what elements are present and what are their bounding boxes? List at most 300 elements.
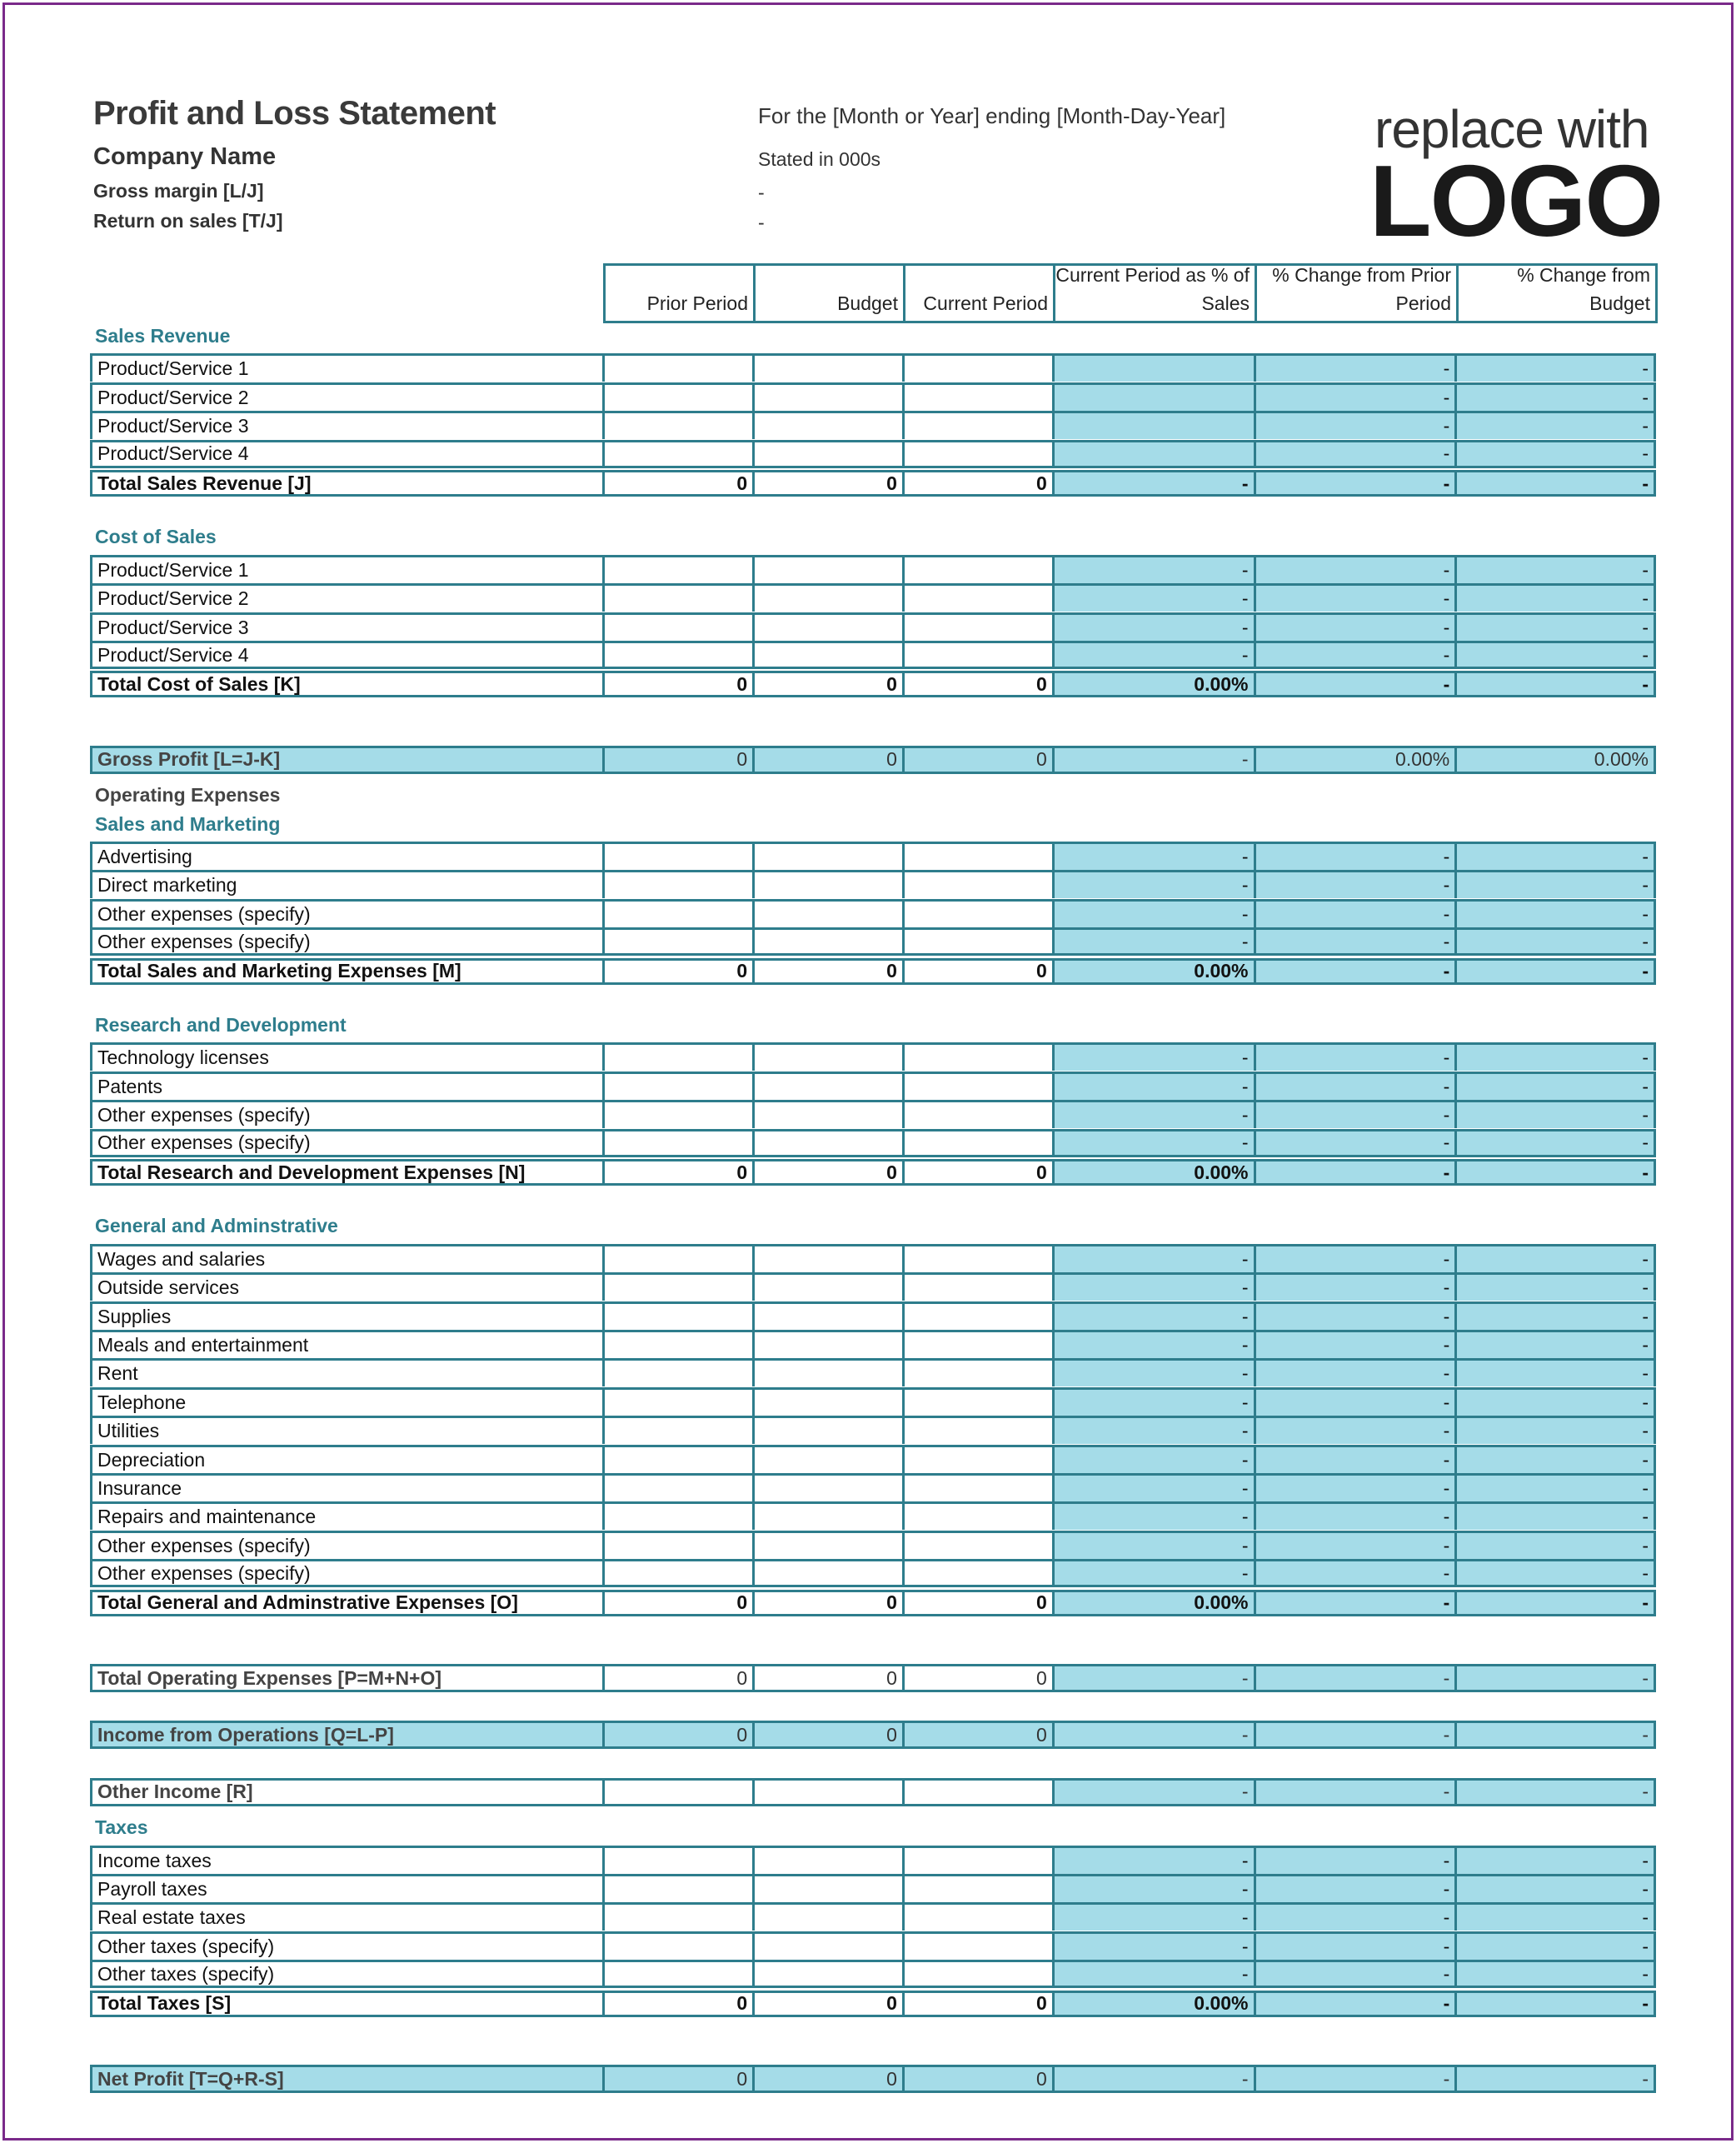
- cell-prior-period[interactable]: [602, 1445, 752, 1473]
- cell-change-budget: -: [1454, 1100, 1656, 1128]
- total-row: [90, 1991, 1656, 2017]
- row-label[interactable]: Income taxes: [90, 1846, 602, 1874]
- row-label[interactable]: Rent: [90, 1358, 602, 1386]
- cell-current-period[interactable]: 0: [902, 958, 1052, 985]
- cell-change-prior: -: [1254, 353, 1455, 382]
- line-item-row: [90, 1445, 1656, 1473]
- cell-pct-of-sales: -: [1052, 1072, 1254, 1100]
- logo-bottom-text: LOGO: [1369, 144, 1663, 257]
- cell-pct-of-sales: -: [1052, 1387, 1254, 1416]
- row-label[interactable]: Supplies: [90, 1301, 602, 1330]
- col-header-change-prior: % Change from Prior Period: [1255, 266, 1456, 321]
- cell-pct-of-sales: -: [1052, 1330, 1254, 1358]
- cell-pct-of-sales: -: [1052, 1301, 1254, 1330]
- row-label[interactable]: Other expenses (specify): [90, 1100, 602, 1128]
- cell-change-prior: -: [1254, 641, 1455, 669]
- cell-budget[interactable]: [752, 555, 902, 583]
- cell-change-prior: -: [1254, 1473, 1455, 1501]
- cell-pct-of-sales: -: [1052, 1960, 1254, 1988]
- cell-change-budget: -: [1454, 583, 1656, 612]
- cell-change-prior: -: [1254, 1416, 1455, 1444]
- cell-current-period[interactable]: [902, 1960, 1052, 1988]
- cell-budget[interactable]: 0: [752, 2065, 902, 2093]
- cell-pct-of-sales: -: [1052, 470, 1254, 497]
- row-label[interactable]: Telephone: [90, 1387, 602, 1416]
- cell-prior-period[interactable]: [602, 1473, 752, 1501]
- row-label[interactable]: Product/Service 2: [90, 382, 602, 411]
- line-item-row: [90, 1072, 1656, 1100]
- row-label[interactable]: Other taxes (specify): [90, 1931, 602, 1960]
- cell-change-prior: -: [1254, 1072, 1455, 1100]
- line-item-row: [90, 382, 1656, 411]
- row-label[interactable]: Direct marketing: [90, 870, 602, 898]
- gross-margin-value: -: [758, 182, 765, 203]
- row-label[interactable]: Real estate taxes: [90, 1902, 602, 1931]
- row-label[interactable]: Other expenses (specify): [90, 1531, 602, 1559]
- cell-change-prior: -: [1254, 1501, 1455, 1530]
- cell-change-prior: -: [1254, 899, 1455, 927]
- col-header-current-period: Current Period: [903, 266, 1053, 321]
- cell-prior-period[interactable]: [602, 1129, 752, 1157]
- cell-prior-period[interactable]: [602, 411, 752, 439]
- cell-budget[interactable]: [752, 1846, 902, 1874]
- cell-pct-of-sales: -: [1052, 842, 1254, 870]
- cell-current-period[interactable]: [902, 870, 1052, 898]
- row-label[interactable]: Income from Operations [Q=L-P]: [90, 1721, 602, 1749]
- cell-change-budget: -: [1454, 1902, 1656, 1931]
- cell-pct-of-sales: 0.00%: [1052, 1991, 1254, 2017]
- line-item-row: [90, 1330, 1656, 1358]
- row-label[interactable]: Total Sales and Marketing Expenses [M]: [90, 958, 602, 985]
- cell-pct-of-sales: [1052, 440, 1254, 468]
- cell-budget[interactable]: [752, 1874, 902, 1902]
- cell-change-prior: -: [1254, 1330, 1455, 1358]
- row-label[interactable]: Product/Service 2: [90, 583, 602, 612]
- cell-change-budget: -: [1454, 1042, 1656, 1071]
- cell-current-period[interactable]: [902, 1445, 1052, 1473]
- cell-pct-of-sales: -: [1052, 1042, 1254, 1071]
- cell-pct-of-sales: -: [1052, 1931, 1254, 1960]
- cell-pct-of-sales: -: [1052, 612, 1254, 641]
- cell-prior-period[interactable]: 0: [602, 958, 752, 985]
- summary-row: [90, 1778, 1656, 1806]
- row-label[interactable]: Other expenses (specify): [90, 1129, 602, 1157]
- cell-budget[interactable]: [752, 1416, 902, 1444]
- cell-prior-period[interactable]: [602, 1501, 752, 1530]
- cell-pct-of-sales: -: [1052, 1778, 1254, 1806]
- cell-current-period[interactable]: [902, 1100, 1052, 1128]
- cell-current-period[interactable]: [902, 411, 1052, 439]
- section-heading: Research and Development: [95, 1014, 347, 1036]
- cell-pct-of-sales: 0.00%: [1052, 1590, 1254, 1616]
- cell-change-prior: -: [1254, 555, 1455, 583]
- cell-change-budget: -: [1454, 1991, 1656, 2017]
- total-row: [90, 958, 1656, 985]
- cell-change-budget: -: [1454, 842, 1656, 870]
- cell-prior-period[interactable]: [602, 1846, 752, 1874]
- row-label[interactable]: Other expenses (specify): [90, 899, 602, 927]
- cell-budget[interactable]: 0: [752, 671, 902, 697]
- cell-current-period[interactable]: [902, 1072, 1052, 1100]
- cell-current-period[interactable]: [902, 641, 1052, 669]
- return-on-sales-value: -: [758, 212, 765, 233]
- cell-budget[interactable]: [752, 440, 902, 468]
- cell-pct-of-sales: -: [1052, 1272, 1254, 1301]
- cell-budget[interactable]: [752, 1501, 902, 1530]
- cell-pct-of-sales: -: [1052, 746, 1254, 774]
- section-heading: Sales Revenue: [95, 325, 231, 347]
- row-label[interactable]: Total Sales Revenue [J]: [90, 470, 602, 497]
- line-item-row: [90, 1960, 1656, 1988]
- cell-budget[interactable]: 0: [752, 1664, 902, 1692]
- cell-change-prior: -: [1254, 1358, 1455, 1386]
- row-label[interactable]: Repairs and maintenance: [90, 1501, 602, 1530]
- row-label[interactable]: Other expenses (specify): [90, 927, 602, 956]
- cell-prior-period[interactable]: [602, 1072, 752, 1100]
- section-heading: Taxes: [95, 1816, 148, 1839]
- cell-budget[interactable]: [752, 1072, 902, 1100]
- cell-change-budget: -: [1454, 927, 1656, 956]
- row-label[interactable]: Product/Service 3: [90, 411, 602, 439]
- cell-prior-period[interactable]: [602, 1301, 752, 1330]
- cell-prior-period[interactable]: [602, 1778, 752, 1806]
- cell-current-period[interactable]: [902, 1272, 1052, 1301]
- cell-current-period[interactable]: 0: [902, 1664, 1052, 1692]
- cell-prior-period[interactable]: [602, 641, 752, 669]
- cell-budget[interactable]: [752, 1387, 902, 1416]
- cell-current-period[interactable]: [902, 1330, 1052, 1358]
- cell-prior-period[interactable]: 0: [602, 1991, 752, 2017]
- line-item-row: [90, 555, 1656, 583]
- cell-budget[interactable]: [752, 1358, 902, 1386]
- cell-prior-period[interactable]: 0: [602, 1664, 752, 1692]
- cell-change-prior: -: [1254, 1301, 1455, 1330]
- cell-budget[interactable]: [752, 927, 902, 956]
- cell-change-prior: -: [1254, 1387, 1455, 1416]
- page-frame: [2, 2, 1734, 2141]
- cell-prior-period[interactable]: 0: [602, 1590, 752, 1616]
- cell-change-budget: -: [1454, 411, 1656, 439]
- cell-change-budget: -: [1454, 1416, 1656, 1444]
- cell-change-budget: -: [1454, 1301, 1656, 1330]
- cell-prior-period[interactable]: 0: [602, 2065, 752, 2093]
- cell-budget[interactable]: 0: [752, 958, 902, 985]
- period-text[interactable]: For the [Month or Year] ending [Month-Day-Year]: [758, 103, 1226, 128]
- cell-current-period[interactable]: [902, 1042, 1052, 1071]
- cell-prior-period[interactable]: [602, 1100, 752, 1128]
- line-item-row: [90, 1387, 1656, 1416]
- cell-budget[interactable]: [752, 583, 902, 612]
- cell-prior-period[interactable]: [602, 1244, 752, 1272]
- cell-prior-period[interactable]: [602, 1042, 752, 1071]
- row-label[interactable]: Utilities: [90, 1416, 602, 1444]
- summary-row: [90, 2065, 1656, 2093]
- cell-change-prior: -: [1254, 440, 1455, 468]
- col-header-budget: Budget: [753, 266, 903, 321]
- row-label[interactable]: Advertising: [90, 842, 602, 870]
- cell-prior-period[interactable]: [602, 899, 752, 927]
- cell-change-prior: -: [1254, 1590, 1455, 1616]
- row-label[interactable]: Total Operating Expenses [P=M+N+O]: [90, 1664, 602, 1692]
- cell-current-period[interactable]: 0: [902, 1721, 1052, 1749]
- cell-change-budget: -: [1454, 353, 1656, 382]
- cell-current-period[interactable]: [902, 842, 1052, 870]
- row-label[interactable]: Total Research and Development Expenses [N]: [90, 1159, 602, 1186]
- cell-prior-period[interactable]: [602, 353, 752, 382]
- cell-prior-period[interactable]: [602, 1416, 752, 1444]
- cell-change-budget: -: [1454, 1721, 1656, 1749]
- line-item-row: [90, 1129, 1656, 1157]
- cell-budget[interactable]: [752, 1960, 902, 1988]
- cell-budget[interactable]: [752, 1445, 902, 1473]
- line-item-row: [90, 1846, 1656, 1874]
- cell-pct-of-sales: -: [1052, 1445, 1254, 1473]
- row-label[interactable]: Product/Service 1: [90, 353, 602, 382]
- row-label[interactable]: Other Income [R]: [90, 1778, 602, 1806]
- cell-current-period[interactable]: [902, 899, 1052, 927]
- cell-budget[interactable]: [752, 612, 902, 641]
- cell-current-period[interactable]: [902, 1387, 1052, 1416]
- cell-prior-period[interactable]: 0: [602, 470, 752, 497]
- cell-change-prior: -: [1254, 1272, 1455, 1301]
- cell-prior-period[interactable]: [602, 870, 752, 898]
- cell-change-budget: -: [1454, 1272, 1656, 1301]
- cell-current-period[interactable]: [902, 1559, 1052, 1587]
- cell-prior-period[interactable]: [602, 1330, 752, 1358]
- cell-budget[interactable]: [752, 1330, 902, 1358]
- cell-budget[interactable]: [752, 641, 902, 669]
- line-item-row: [90, 1874, 1656, 1902]
- company-name[interactable]: Company Name: [93, 143, 277, 170]
- cell-budget[interactable]: [752, 1559, 902, 1587]
- cell-current-period[interactable]: [902, 1846, 1052, 1874]
- cell-budget[interactable]: [752, 1931, 902, 1960]
- line-item-row: [90, 612, 1656, 641]
- cell-pct-of-sales: -: [1052, 1721, 1254, 1749]
- cell-change-budget: -: [1454, 382, 1656, 411]
- cell-current-period[interactable]: [902, 1531, 1052, 1559]
- cell-pct-of-sales: -: [1052, 1358, 1254, 1386]
- cell-prior-period[interactable]: [602, 612, 752, 641]
- cell-current-period[interactable]: [902, 1244, 1052, 1272]
- cell-budget[interactable]: 0: [752, 470, 902, 497]
- cell-change-budget: -: [1454, 1874, 1656, 1902]
- cell-change-prior: -: [1254, 1100, 1455, 1128]
- cell-current-period[interactable]: [902, 555, 1052, 583]
- cell-current-period[interactable]: [902, 1501, 1052, 1530]
- cell-change-prior: -: [1254, 1902, 1455, 1931]
- cell-prior-period[interactable]: 0: [602, 746, 752, 774]
- row-label[interactable]: Wages and salaries: [90, 1244, 602, 1272]
- cell-prior-period[interactable]: 0: [602, 671, 752, 697]
- cell-change-budget: -: [1454, 1445, 1656, 1473]
- cell-prior-period[interactable]: [602, 1272, 752, 1301]
- line-item-row: [90, 1559, 1656, 1587]
- line-item-row: [90, 1042, 1656, 1071]
- cell-current-period[interactable]: [902, 1473, 1052, 1501]
- row-label[interactable]: Depreciation: [90, 1445, 602, 1473]
- cell-budget[interactable]: [752, 842, 902, 870]
- cell-budget[interactable]: 0: [752, 1991, 902, 2017]
- cell-pct-of-sales: -: [1052, 1531, 1254, 1559]
- cell-change-prior: -: [1254, 1874, 1455, 1902]
- col-header-prior-period: Prior Period: [603, 266, 753, 321]
- col-header-change-budget: % Change from Budget: [1456, 266, 1658, 321]
- cell-pct-of-sales: -: [1052, 1846, 1254, 1874]
- cell-current-period[interactable]: [902, 1874, 1052, 1902]
- cell-current-period[interactable]: 0: [902, 470, 1052, 497]
- page-title: Profit and Loss Statement: [93, 95, 496, 132]
- cell-change-prior: -: [1254, 1664, 1455, 1692]
- cell-prior-period[interactable]: 0: [602, 1159, 752, 1186]
- cell-prior-period[interactable]: [602, 555, 752, 583]
- cell-pct-of-sales: -: [1052, 1902, 1254, 1931]
- cell-pct-of-sales: -: [1052, 1129, 1254, 1157]
- cell-prior-period[interactable]: [602, 1531, 752, 1559]
- line-item-row: [90, 411, 1656, 439]
- cell-current-period[interactable]: [902, 382, 1052, 411]
- row-label[interactable]: Other expenses (specify): [90, 1559, 602, 1587]
- cell-change-prior: -: [1254, 583, 1455, 612]
- cell-prior-period[interactable]: [602, 440, 752, 468]
- section-heading: General and Adminstrative: [95, 1215, 338, 1237]
- cell-change-budget: -: [1454, 870, 1656, 898]
- row-label[interactable]: Total General and Adminstrative Expenses [O]: [90, 1590, 602, 1616]
- cell-budget[interactable]: 0: [752, 746, 902, 774]
- cell-prior-period[interactable]: [602, 927, 752, 956]
- row-label[interactable]: Gross Profit [L=J-K]: [90, 746, 602, 774]
- row-label[interactable]: Other taxes (specify): [90, 1960, 602, 1988]
- cell-current-period[interactable]: [902, 1778, 1052, 1806]
- cell-change-budget: -: [1454, 1846, 1656, 1874]
- cell-current-period[interactable]: [902, 612, 1052, 641]
- cell-change-prior: 0.00%: [1254, 746, 1455, 774]
- cell-prior-period[interactable]: [602, 1902, 752, 1931]
- cell-pct-of-sales: -: [1052, 1664, 1254, 1692]
- line-item-row: [90, 1301, 1656, 1330]
- cell-change-budget: -: [1454, 470, 1656, 497]
- cell-pct-of-sales: 0.00%: [1052, 958, 1254, 985]
- col-header-pct-of-sales: Current Period as % of Sales: [1053, 266, 1255, 321]
- cell-prior-period[interactable]: [602, 583, 752, 612]
- cell-prior-period[interactable]: [602, 1559, 752, 1587]
- cell-prior-period[interactable]: [602, 1874, 752, 1902]
- cell-budget[interactable]: 0: [752, 1590, 902, 1616]
- cell-budget[interactable]: [752, 1473, 902, 1501]
- row-label[interactable]: Net Profit [T=Q+R-S]: [90, 2065, 602, 2093]
- cell-budget[interactable]: [752, 1100, 902, 1128]
- statement-table: [5, 5, 1736, 2143]
- line-item-row: [90, 1358, 1656, 1386]
- line-item-row: [90, 1501, 1656, 1530]
- cell-prior-period[interactable]: [602, 382, 752, 411]
- cell-budget[interactable]: [752, 411, 902, 439]
- cell-budget[interactable]: [752, 1778, 902, 1806]
- cell-current-period[interactable]: [902, 583, 1052, 612]
- cell-change-budget: -: [1454, 1778, 1656, 1806]
- row-label[interactable]: Product/Service 4: [90, 440, 602, 468]
- cell-prior-period[interactable]: [602, 1387, 752, 1416]
- line-item-row: [90, 1100, 1656, 1128]
- cell-budget[interactable]: [752, 1531, 902, 1559]
- cell-current-period[interactable]: [902, 353, 1052, 382]
- cell-prior-period[interactable]: [602, 1358, 752, 1386]
- cell-budget[interactable]: [752, 1244, 902, 1272]
- cell-current-period[interactable]: 0: [902, 1159, 1052, 1186]
- row-label[interactable]: Technology licenses: [90, 1042, 602, 1071]
- cell-current-period[interactable]: [902, 1902, 1052, 1931]
- cell-change-prior: -: [1254, 411, 1455, 439]
- cell-budget[interactable]: [752, 870, 902, 898]
- cell-current-period[interactable]: [902, 1129, 1052, 1157]
- cell-change-prior: -: [1254, 870, 1455, 898]
- cell-budget[interactable]: 0: [752, 1159, 902, 1186]
- cell-prior-period[interactable]: 0: [602, 1721, 752, 1749]
- cell-budget[interactable]: [752, 1301, 902, 1330]
- row-label[interactable]: Meals and entertainment: [90, 1330, 602, 1358]
- cell-current-period[interactable]: [902, 1301, 1052, 1330]
- row-label[interactable]: Outside services: [90, 1272, 602, 1301]
- cell-current-period[interactable]: 0: [902, 2065, 1052, 2093]
- cell-prior-period[interactable]: [602, 1960, 752, 1988]
- row-label[interactable]: Product/Service 1: [90, 555, 602, 583]
- cell-current-period[interactable]: 0: [902, 746, 1052, 774]
- cell-current-period[interactable]: [902, 1358, 1052, 1386]
- row-label[interactable]: Total Taxes [S]: [90, 1991, 602, 2017]
- cell-change-prior: -: [1254, 1445, 1455, 1473]
- cell-pct-of-sales: 0.00%: [1052, 1159, 1254, 1186]
- cell-current-period[interactable]: [902, 440, 1052, 468]
- cell-prior-period[interactable]: [602, 1931, 752, 1960]
- cell-budget[interactable]: [752, 382, 902, 411]
- cell-current-period[interactable]: [902, 1416, 1052, 1444]
- cell-pct-of-sales: -: [1052, 1559, 1254, 1587]
- row-label[interactable]: Product/Service 3: [90, 612, 602, 641]
- cell-budget[interactable]: 0: [752, 1721, 902, 1749]
- cell-change-prior: -: [1254, 1244, 1455, 1272]
- cell-pct-of-sales: -: [1052, 641, 1254, 669]
- cell-current-period[interactable]: 0: [902, 1991, 1052, 2017]
- row-label[interactable]: Patents: [90, 1072, 602, 1100]
- cell-budget[interactable]: [752, 1042, 902, 1071]
- row-label[interactable]: Insurance: [90, 1473, 602, 1501]
- cell-change-budget: -: [1454, 1387, 1656, 1416]
- row-label[interactable]: Total Cost of Sales [K]: [90, 671, 602, 697]
- cell-change-prior: -: [1254, 612, 1455, 641]
- cell-current-period[interactable]: [902, 1931, 1052, 1960]
- cell-budget[interactable]: [752, 1272, 902, 1301]
- cell-change-budget: -: [1454, 1664, 1656, 1692]
- cell-change-budget: -: [1454, 1244, 1656, 1272]
- gross-margin-label: Gross margin [L/J]: [93, 180, 264, 202]
- cell-budget[interactable]: [752, 899, 902, 927]
- cell-budget[interactable]: [752, 353, 902, 382]
- row-label[interactable]: Payroll taxes: [90, 1874, 602, 1902]
- line-item-row: [90, 899, 1656, 927]
- total-row: [90, 671, 1656, 697]
- cell-current-period[interactable]: 0: [902, 1590, 1052, 1616]
- row-label[interactable]: Product/Service 4: [90, 641, 602, 669]
- stated-in-text: Stated in 000s: [758, 148, 881, 170]
- cell-budget[interactable]: [752, 1902, 902, 1931]
- cell-change-budget: -: [1454, 671, 1656, 697]
- line-item-row: [90, 1931, 1656, 1960]
- cell-current-period[interactable]: 0: [902, 671, 1052, 697]
- cell-current-period[interactable]: [902, 927, 1052, 956]
- cell-budget[interactable]: [752, 1129, 902, 1157]
- cell-prior-period[interactable]: [602, 842, 752, 870]
- cell-pct-of-sales: [1052, 353, 1254, 382]
